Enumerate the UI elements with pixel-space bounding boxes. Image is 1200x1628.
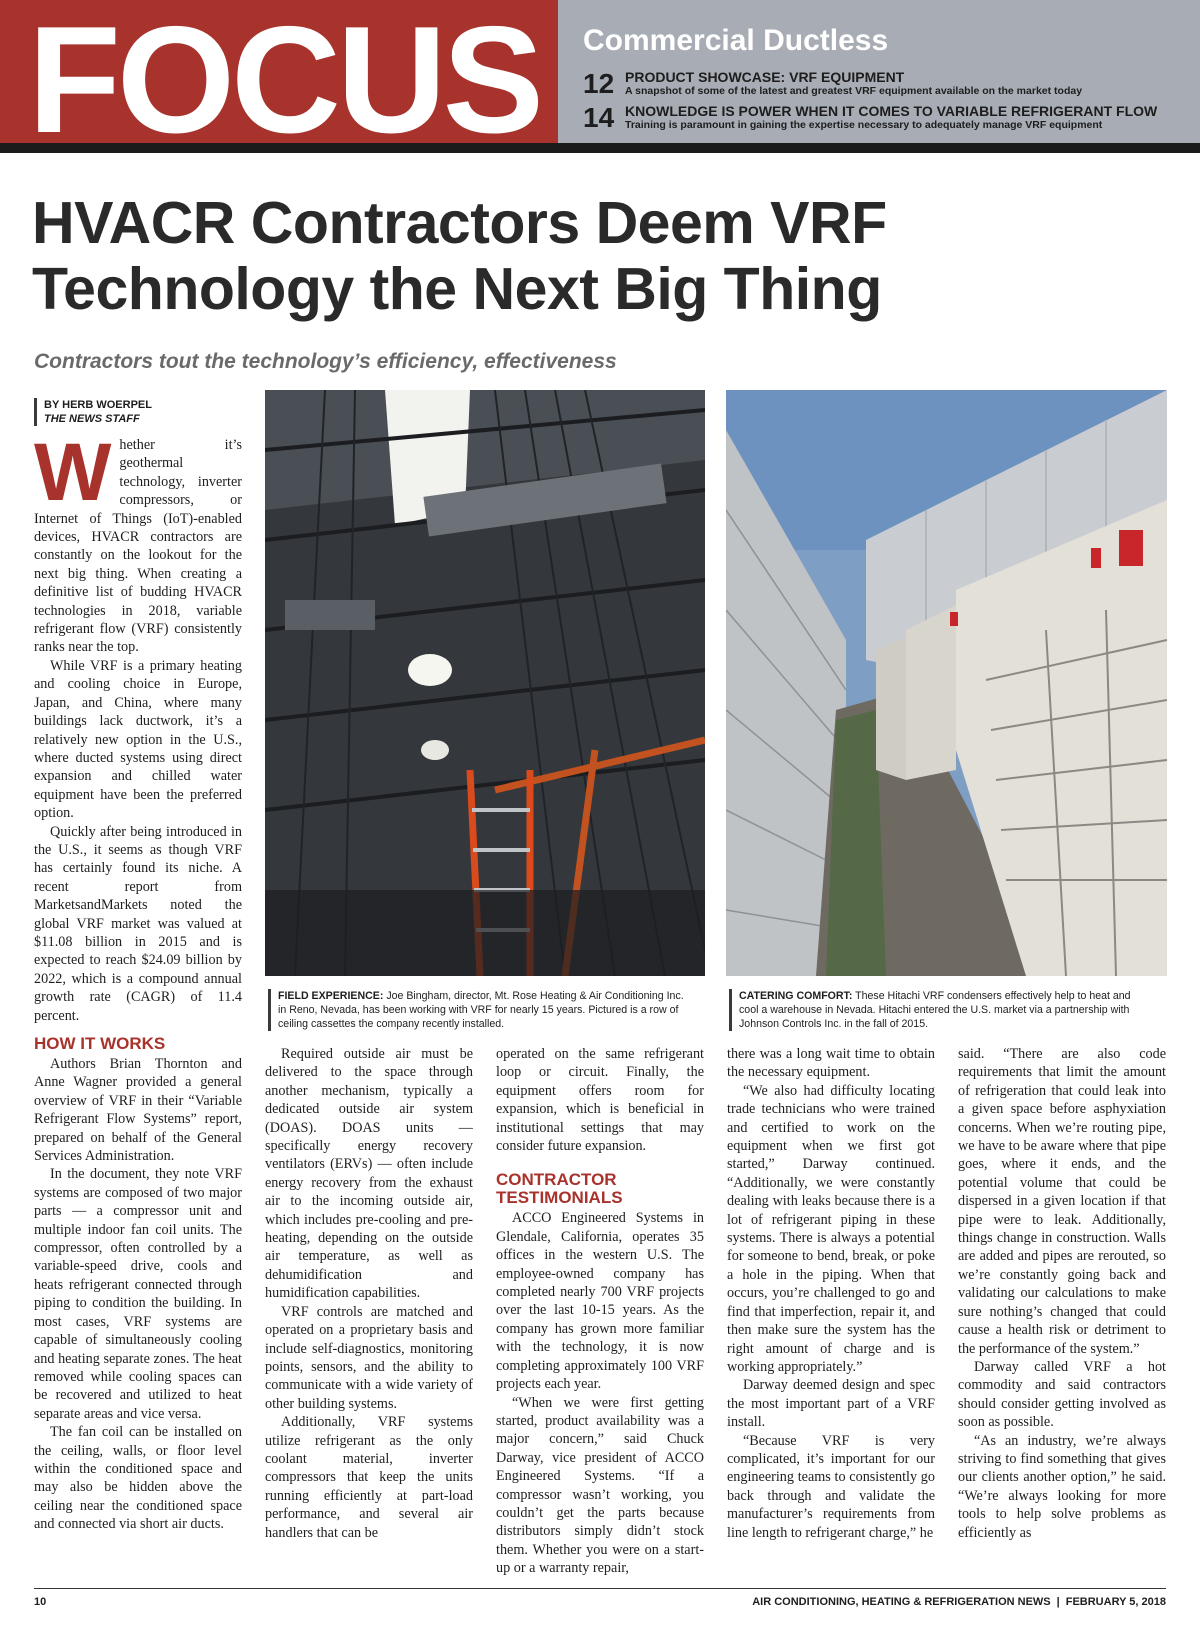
paragraph: Quickly after being introduced in the U.S., it seems as though VRF has certainly found its niche. A recent report from MarketsandMarkets noted the global VRF market was valued at $11.08 billion in 2015 and is expected to reach $24.09 billion by 2022, which is a compound annual growth rate (CAGR) of 11.4 percent. (34, 823, 242, 1024)
paragraph: Required outside air must be delivered to the space through another mechanism, typically a dedicated outside air system (DOAS). DOAS units — specifically energy recovery ventilators (ERVs) — often include energy recovery from the exhaust air to the incoming outside air, which includes pre-cooling and pre-heating, depending on the outside air temperature, as well as dehumidification and humidification capabilities. (265, 1046, 473, 1302)
paragraph: “Because VRF is very complicated, it’s important for our engineering teams to consistently go back through and validate the manufacturer’s requirements from line length to refrigerant charge,” he (727, 1432, 935, 1541)
section-heading-how-it-works: HOW IT WORKS (34, 1034, 166, 1053)
drop-cap: W (34, 427, 112, 518)
section-brand: FOCUS (28, 0, 540, 165)
caption-label: CATERING COMFORT: (739, 990, 853, 1002)
article-subhead: Contractors tout the technology’s efficiency, effectiveness (34, 350, 617, 373)
toc-description: A snapshot of some of the latest and greatest VRF equipment available on the market today (625, 85, 1083, 97)
paragraph: Whether it’s geothermal technology, inverter compressors, or Internet of Things (IoT)-enabled devices, HVACR contractors are constantly on the lookout for the next big thing. When creating a definitive list of budding HVACR technologies in 2018, variable refrigerant flow (VRF) consistently ranks near the top. (34, 427, 242, 656)
article-column-1 (34, 427, 242, 1534)
paragraph: “When we were first getting started, product availability was a major concern,” said Chuck Darway, vice president of ACCO Engineered Systems. “If a compressor wasn’t working, you couldn’t get the parts because distributors simply didn’t stock them. Whether you were on a start-up or a warranty repair, (496, 1394, 704, 1577)
page-number: 10 (34, 1596, 47, 1608)
caption-text: These Hitachi VRF condensers effectively help to heat and cool a warehouse in Nevada. Hitachi entered the U.S. market via a partnership with Johnson Controls Inc. in the fall of 2015. (739, 990, 1131, 1030)
toc-item[interactable] (583, 70, 1183, 104)
footer-separator: | (1056, 1596, 1060, 1608)
toc-page-number: 12 (583, 68, 615, 99)
caption-text: Joe Bingham, director, Mt. Rose Heating & Air Conditioning Inc. in Reno, Nevada, has been working with VRF for nearly 15 years. Pictured is a row of ceiling cassettes the company recently installed. (278, 990, 684, 1030)
paragraph: there was a long wait time to obtain the necessary equipment. (727, 1046, 935, 1081)
article-column-4 (727, 1045, 935, 1542)
paragraph: “We also had difficulty locating trade technicians who were trained and certified to work on the equipment when we first got started,” Darway continued. “Additionally, we were constantly dealing with leaks because there is a lot of refrigerant piping in these systems. There is always a potential for someone to bend, break, or poke a hole in the piping. When that occurs, you’re challenged to go and find that imperfection, repair it, and then make sure the system has the right amount of charge and is working appropriately.” (727, 1082, 935, 1375)
footer-rule (34, 1588, 1166, 1589)
paragraph: VRF controls are matched and operated on a proprietary basis and include self-diagnostics, monitoring points, sensors, and the ability to communicate with a wide variety of other building systems. (265, 1303, 473, 1412)
author: BY HERB WOERPEL (44, 399, 152, 411)
toc-description: Training is paramount in gaining the expertise necessary to adequately manage VRF equipment (625, 119, 1103, 131)
photo-ceiling-illustration (265, 390, 705, 976)
paragraph: While VRF is a primary heating and cooling choice in Europe, Japan, and China, where many buildings lack ductwork, it’s a relatively new option in the U.S., where ducted systems using direct expansion and chilled water equipment have been the preferred option. (34, 657, 242, 822)
section-heading-contractor-testimonials: CONTRACTOR TESTIMONIALS (496, 1170, 623, 1208)
photo-condensers-illustration (726, 390, 1167, 976)
photo-ceiling-cassettes (265, 390, 705, 976)
photo-hitachi-condensers (726, 390, 1167, 976)
author-staff: THE NEWS STAFF (44, 413, 140, 425)
toc-title: PRODUCT SHOWCASE: VRF EQUIPMENT (625, 69, 905, 85)
caption-label: FIELD EXPERIENCE: (278, 990, 384, 1002)
issue-date: FEBRUARY 5, 2018 (1065, 1596, 1166, 1608)
toc-item[interactable] (583, 104, 1183, 138)
paragraph: said. “There are also code requirements that limit the amount of refrigeration that could leak into a given space before asphyxiation concerns. When we’re routing pipe, we have to be aware where that pipe goes, where it ends, and the potential volume that could be dispersed in a given location if that pipe were to leak. Additionally, things change in construction. Walls are added and pipes are rerouted, so we’re constantly going back and validating our calculations to make sure nothing’s changed that could cause a health risk or detriment to the performance of the system.” (958, 1046, 1166, 1357)
paragraph: Darway deemed design and spec the most important part of a VRF install. (727, 1377, 935, 1431)
paragraph: In the document, they note VRF systems are composed of two major parts — a compressor unit and multiple indoor fan coil units. The compressor, often controlled by a variable-speed drive, cools and heats refrigerant connected through piping to condition the building. In most cases, VRF systems are capable of simultaneously cooling and heating separate zones. The heat removed while cooling spaces can be recovered and utilized to heat separate areas and vice versa. (34, 1166, 242, 1422)
header-banner (0, 0, 1200, 165)
headline-line: Technology the Next Big Thing (32, 256, 882, 322)
paragraph: “As an industry, we’re always striving to find something that gives our clients another option,” he said. “We’re always looking for more tools to help solve problems as efficiently as (958, 1432, 1166, 1541)
byline (34, 398, 152, 426)
toc-page-number: 14 (583, 102, 615, 133)
photo-caption (268, 989, 688, 1031)
headline-line: HVACR Contractors Deem VRF (32, 190, 887, 256)
paragraph: The fan coil can be installed on the ceiling, walls, or floor level within the conditioned space and may also be hidden above the ceiling near the conditioned space and connected via short air ducts. (34, 1424, 242, 1533)
paragraph: operated on the same refrigerant loop or circuit. Finally, the equipment offers room for expansion, which is beneficial in institutional settings that may consider future expansion. (496, 1046, 704, 1155)
paragraph: Darway called VRF a hot commodity and said contractors should consider getting involved as soon as possible. (958, 1358, 1166, 1431)
paragraph: Authors Brian Thornton and Anne Wagner provided a general overview of VRF in their “Variable Refrigerant Flow Systems” report, prepared on behalf of the General Services Administration. (34, 1056, 242, 1165)
publication-name: AIR CONDITIONING, HEATING & REFRIGERATION NEWS (752, 1596, 1051, 1608)
article-column-2 (265, 1045, 473, 1542)
article-column-5 (958, 1045, 1166, 1542)
paragraph: ACCO Engineered Systems in Glendale, California, operates 35 offices in the western U.S. The employee-owned company has completed nearly 700 VRF projects over the last 10-15 years. As the company has grown more familiar with the technology, it is now completing approximately 100 VRF projects each year. (496, 1210, 704, 1393)
article-headline (32, 190, 1172, 322)
toc-title: KNOWLEDGE IS POWER WHEN IT COMES TO VARIABLE REFRIGERANT FLOW (625, 103, 1158, 119)
photo-caption (729, 989, 1149, 1031)
article-column-3 (496, 1045, 704, 1578)
section-name: Commercial Ductless (583, 24, 889, 57)
paragraph: Additionally, VRF systems utilize refrigerant as the only coolant material, inverter compressors that keep the units running efficiently at part-load performance, and several air handlers that can be (265, 1414, 473, 1541)
publication-footer (752, 1596, 1166, 1608)
